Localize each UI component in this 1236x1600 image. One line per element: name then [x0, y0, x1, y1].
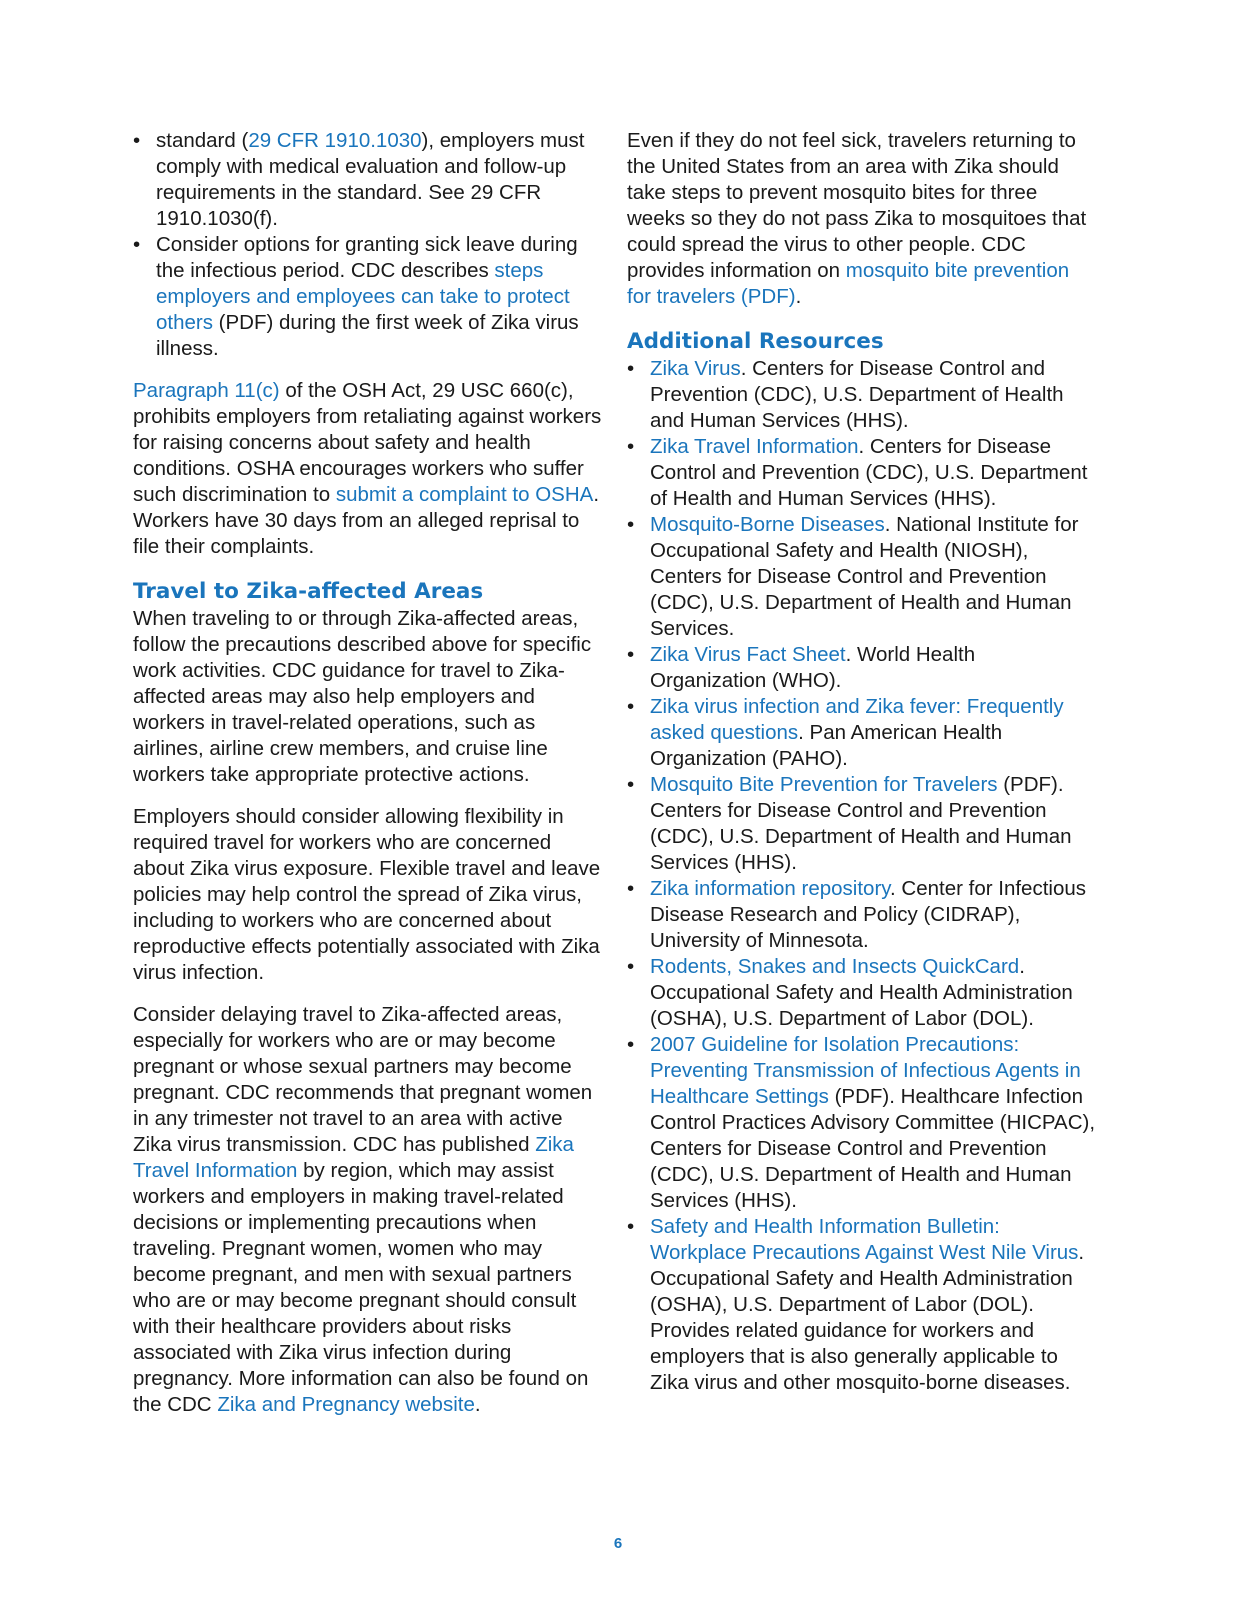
list-item: • Safety and Health Information Bulletin: Workplace Precautions Against West Nile Virus. Occupational Safety and Health Administration (OSHA), U.S. Department of Labor (DOL). Provides related guidance for workers and employers that is also generally applicable to Zika virus and other mosquito-borne diseases. [650, 1214, 1097, 1396]
list-item: • Zika Travel Information. Centers for Disease Control and Prevention (CDC), U.S. Department of Health and Human Services (HHS). [650, 434, 1097, 512]
paragraph-flexibility: Employers should consider allowing flexibility in required travel for workers who are concerned about Zika virus exposure. Flexible travel and leave policies may help control the spread of Zika virus, including to workers who are concerned about reproductive effects potentially associated with Zika virus infection. [133, 805, 601, 984]
resource-link[interactable]: Zika Virus [650, 357, 741, 380]
resource-link[interactable]: Mosquito Bite Prevention for Travelers [650, 773, 998, 796]
list-item: • Zika Virus Fact Sheet. World Health Organization (WHO). [650, 642, 1097, 694]
link-submit-complaint[interactable]: submit a complaint to OSHA [335, 483, 594, 506]
list-item-continuation: • standard (29 CFR 1910.1030), employers must comply with medical evaluation and follow-up requirements in the standard. See 29 CFR 1910.1030(f). [156, 128, 603, 232]
paragraph-delay-travel: Consider delaying travel to Zika-affected areas, especially for workers who are or may become pregnant or whose sexual partners may become pregnant. CDC recommends that pregnant women in any trimester not travel to an area with active Zika virus transmission. CDC has published Zika Travel Information by region, which may assist workers and employers in making travel-related decisions or implementing precautions when traveling. Pregnant women, women who may become pregnant, and men with sexual partners who are or may become pregnant should consult with their healthcare providers about risks associated with Zika virus infection during pregnancy. More information can also be found on the CDC Zika and Pregnancy website. [133, 1003, 593, 1416]
link-mosquito-bite-prevention[interactable]: mosquito bite prevention for travelers (PDF) [627, 259, 1070, 308]
list-item: • 2007 Guideline for Isolation Precautions: Preventing Transmission of Infectious Agents in Healthcare Settings (PDF). Healthcare Infection Control Practices Advisory Committee (HICPAC), Centers for Disease Control and Prevention (CDC), U.S. Department of Health and Human Services (HHS). [650, 1032, 1097, 1214]
left-column [133, 128, 603, 1418]
resources-list [650, 356, 1097, 1396]
link-29-cfr-1910-1030[interactable]: 29 CFR 1910.1030 [248, 129, 422, 152]
bullet-list-continued [156, 128, 603, 362]
resource-link[interactable]: Zika Virus Fact Sheet [650, 643, 846, 666]
paragraph-retaliation: Paragraph 11(c) of the OSH Act, 29 USC 660(c), prohibits employers from retaliating against workers for raising concerns about safety and health conditions. OSHA encourages workers who suffer such discrimination to submit a complaint to OSHA. Workers have 30 days from an alleged reprisal to file their complaints. [133, 379, 602, 558]
resource-link[interactable]: Zika information repository [650, 877, 891, 900]
resource-link[interactable]: Zika Travel Information [650, 435, 859, 458]
page-number: 6 [613, 1535, 623, 1552]
link-zika-pregnancy-website[interactable]: Zika and Pregnancy website [217, 1393, 475, 1416]
list-item: • Mosquito Bite Prevention for Travelers (PDF). Centers for Disease Control and Prevention (CDC), U.S. Department of Health and Human Services (HHS). [650, 772, 1097, 876]
heading-travel: Travel to Zika-affected Areas [133, 579, 484, 604]
list-item: • Zika Virus. Centers for Disease Control and Prevention (CDC), U.S. Department of Health and Human Services (HHS). [650, 356, 1097, 434]
list-item-sick-leave: • Consider options for granting sick leave during the infectious period. CDC describes steps employers and employees can take to protect others (PDF) during the first week of Zika virus illness. [156, 232, 603, 362]
list-item: • Zika information repository. Center for Infectious Disease Research and Policy (CIDRAP), University of Minnesota. [650, 876, 1097, 954]
paragraph-returning-travelers: Even if they do not feel sick, travelers returning to the United States from an area with Zika should take steps to prevent mosquito bites for three weeks so they do not pass Zika to mosquitoes that could spread the virus to other people. CDC provides information on mosquito bite prevention for travelers (PDF). [627, 129, 1087, 308]
list-item: • Rodents, Snakes and Insects QuickCard. Occupational Safety and Health Administration (OSHA), U.S. Department of Labor (DOL). [650, 954, 1097, 1032]
resource-link[interactable]: Rodents, Snakes and Insects QuickCard [650, 955, 1020, 978]
link-paragraph-11c[interactable]: Paragraph 11(c) [133, 379, 280, 402]
resource-link[interactable]: Safety and Health Information Bulletin: Workplace Precautions Against West Nile Virus [650, 1215, 1079, 1264]
link-steps-employers-employees[interactable]: steps employers and employees can take to protect others [156, 259, 570, 334]
list-item: • Zika virus infection and Zika fever: Frequently asked questions. Pan American Health Organization (PAHO). [650, 694, 1097, 772]
paragraph-travel: When traveling to or through Zika-affected areas, follow the precautions described above for specific work activities. CDC guidance for travel to Zika-affected areas may also help employers and workers in travel-related operations, such as airlines, airline crew members, and cruise line workers take appropriate protective actions. [133, 607, 592, 786]
resource-link[interactable]: Zika virus infection and Zika fever: Frequently asked questions [650, 695, 1064, 744]
right-column [627, 128, 1097, 1396]
link-zika-travel-information[interactable]: Zika Travel Information [133, 1133, 574, 1182]
heading-additional-resources: Additional Resources [627, 329, 884, 354]
resource-link[interactable]: 2007 Guideline for Isolation Precautions: Preventing Transmission of Infectious Agents in Healthcare Settings [650, 1033, 1081, 1108]
resource-link[interactable]: Mosquito-Borne Diseases [650, 513, 885, 536]
list-item: • Mosquito-Borne Diseases. National Institute for Occupational Safety and Health (NIOSH), Centers for Disease Control and Prevention (CDC), U.S. Department of Health and Human Services. [650, 512, 1097, 642]
